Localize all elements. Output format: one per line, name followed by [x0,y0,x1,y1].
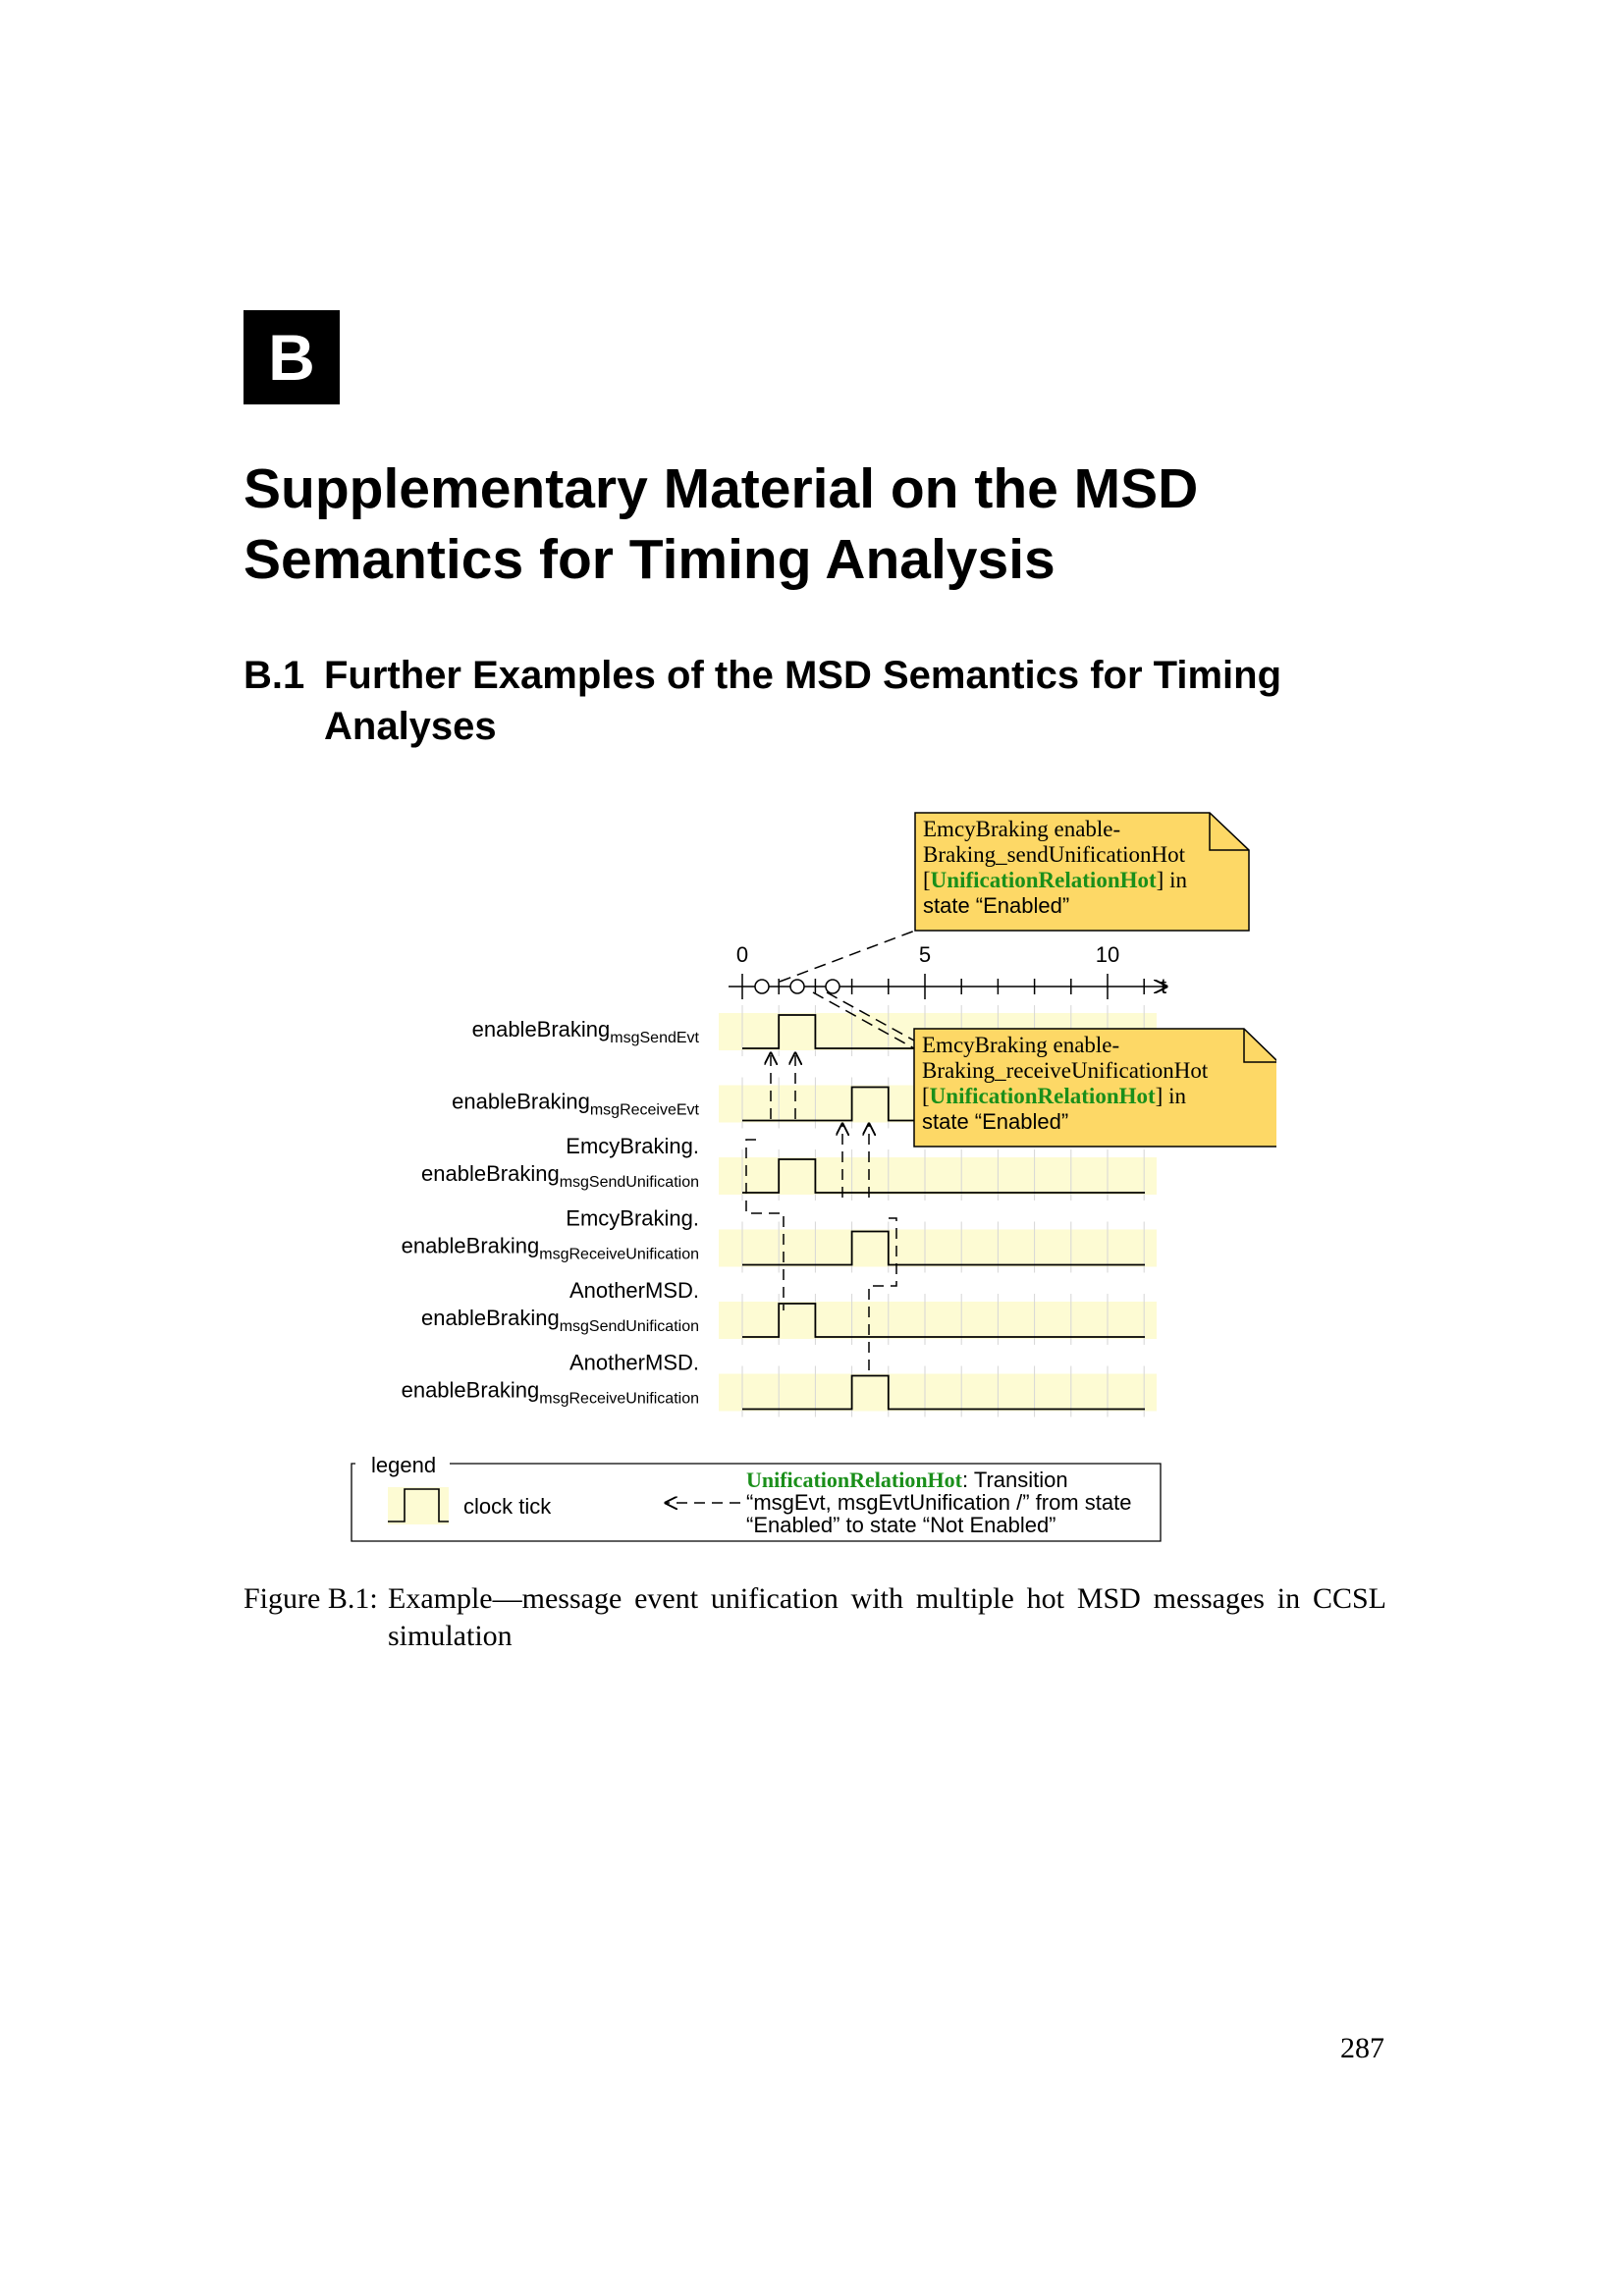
signal-row [402,1206,1157,1273]
note1-relation: UnificationRelationHot [930,868,1157,892]
signal-label-subscript: msgSendUnification [559,1318,699,1335]
note1-line3 [923,868,1187,892]
axis-event-circle-1 [755,980,769,993]
axis-label-10: 10 [1095,942,1120,967]
note2-line1: EmcyBraking enable- [922,1033,1120,1057]
section-title-line1: Further Examples of the MSD Semantics for Timing [324,654,1281,697]
signal-label-subscript: msgReceiveUnification [539,1246,699,1263]
signal-row [402,1351,1157,1417]
signal-label [402,1378,699,1408]
chapter-title-line1: Supplementary Material on the MSD [244,457,1199,520]
timing-diagram-figure [334,805,1276,1561]
note1-line4: state “Enabled” [923,893,1070,918]
legend-line3: “Enabled” to state “Not Enabled” [746,1513,1056,1537]
signal-label-subscript: msgReceiveUnification [539,1390,699,1408]
axis-event-circle-2 [790,980,804,993]
signal-label-base: enableBraking [401,1377,540,1403]
time-axis [729,942,1166,999]
caption-text: Example—message event unification with multiple hot MSD messages in CCSL simulation [388,1582,1386,1652]
signal-row-background [719,1157,1157,1195]
legend-line1 [746,1468,1068,1492]
note1-line2: Braking_sendUnificationHot [923,842,1186,867]
section-title-line2: Analyses [324,705,497,748]
signal-label-subscript: msgSendUnification [559,1174,699,1191]
caption-label: Figure B.1: [244,1582,378,1615]
axis-event-circle-3 [826,980,839,993]
chapter-title-line2: Semantics for Timing Analysis [244,528,1056,591]
note1-bracket-open: [ [923,868,931,892]
signal-row [421,1278,1157,1345]
legend-relation-suffix: : Transition [962,1468,1068,1492]
chapter-title [244,454,1422,595]
signal-label-prefix: AnotherMSD. [568,1278,699,1303]
signal-label-base: enableBraking [421,1306,560,1330]
legend-relation: UnificationRelationHot [746,1468,962,1492]
axis-label-5: 5 [918,942,932,967]
signal-label [472,1017,700,1046]
note2-relation: UnificationRelationHot [929,1084,1156,1108]
section-number: B.1 [244,654,305,697]
signal-label [421,1306,699,1335]
signal-label-base: enableBraking [471,1017,611,1041]
note2-bracket-open: [ [922,1084,930,1108]
page-number: 287 [1340,2032,1384,2064]
signal-label-subscript: msgSendEvt [610,1030,699,1046]
signal-label-prefix: AnotherMSD. [568,1350,699,1375]
note2-line4: state “Enabled” [922,1109,1069,1134]
legend-title: legend [371,1453,437,1477]
signal-label-base: enableBraking [401,1233,540,1258]
note1-bracket-close: ] in [1156,868,1187,892]
signal-row-background [719,1302,1157,1339]
axis-label-0: 0 [735,942,749,967]
legend [352,1453,1161,1541]
signal-label-prefix: EmcyBraking. [566,1205,699,1231]
signal-label-base: enableBraking [452,1089,590,1114]
signal-label-prefix: EmcyBraking. [566,1134,699,1158]
chapter-letter-box [244,310,340,404]
signal-row-background [719,1230,1157,1267]
note1-connector-a [780,931,915,982]
note-send-unification [915,813,1249,931]
signal-row-background [719,1374,1157,1412]
legend-clock-tick-label: clock tick [463,1494,552,1519]
signal-label [421,1161,699,1191]
signal-label-base: enableBraking [421,1161,560,1186]
signal-label [452,1090,699,1119]
signal-label [402,1234,699,1263]
note2-bracket-close: ] in [1155,1084,1186,1108]
note2-line3 [922,1084,1186,1108]
note1-line1: EmcyBraking enable- [923,817,1121,841]
note-receive-unification [914,1029,1276,1147]
note2-line2: Braking_receiveUnificationHot [922,1058,1209,1083]
legend-line2: “msgEvt, msgEvtUnification /” from state [746,1490,1132,1515]
signal-label-subscript: msgReceiveEvt [589,1101,699,1119]
chapter-letter: B [268,321,315,394]
axis-label-t: t [1161,974,1167,998]
